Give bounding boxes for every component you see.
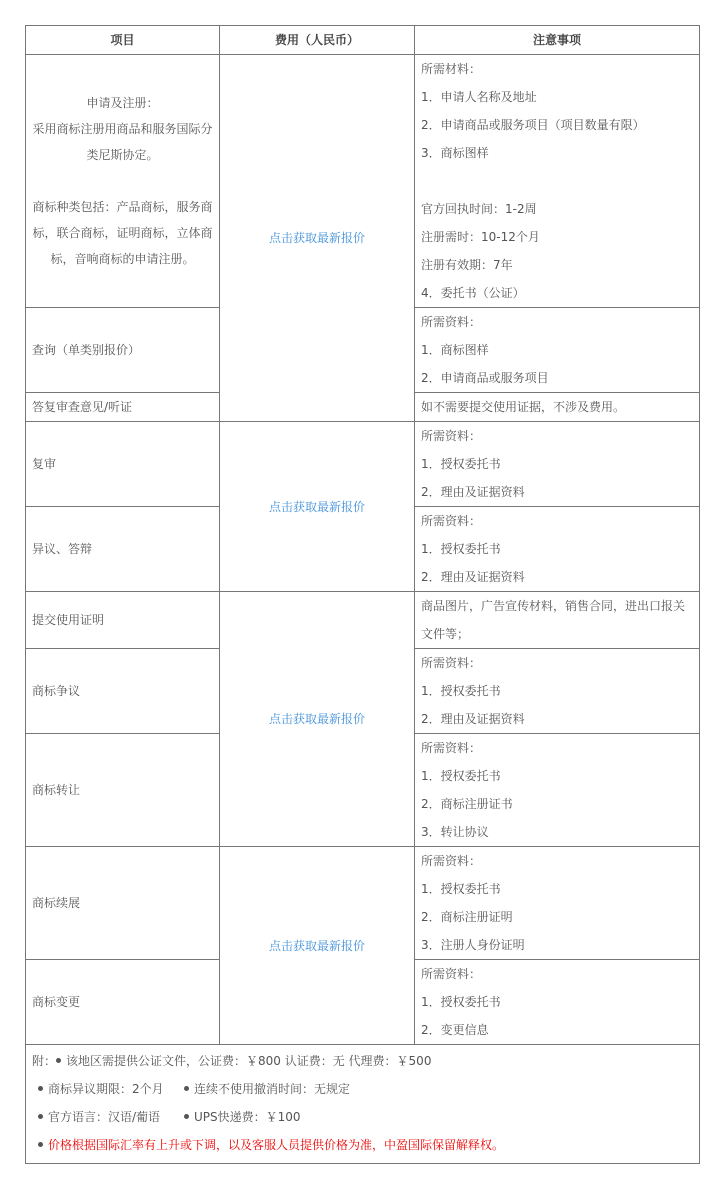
item-text: 商标争议 [32,684,81,698]
note-line: 1．授权委托书 [421,882,501,896]
note-line: 注册有效期：7年 [421,258,513,272]
footer-line: 商标异议期限：2个月 [48,1082,164,1096]
footer-line: 官方语言：汉语/葡语 [48,1110,161,1124]
bullet-icon [38,1114,43,1119]
notes-cell [415,960,700,1045]
price-disclaimer: 价格根据国际汇率有上升或下调，以及客服人员提供价格为准，中盈国际保留解释权。 [48,1138,505,1152]
item-cell [26,507,220,592]
item-cell [26,55,220,308]
notes-cell [415,422,700,507]
item-text [28,168,217,194]
header-item: 项目 [26,26,220,55]
bullet-icon [184,1086,189,1091]
note-line: 3．商标图样 [421,146,489,160]
item-text: 申请及注册： [86,96,159,110]
item-cell [26,734,220,847]
get-quote-link[interactable]: 点击获取最新报价 [220,55,415,422]
item-text: 复审 [32,457,57,471]
note-line: 1．商标图样 [421,343,489,357]
item-cell [26,308,220,393]
note-line: 官方回执时间：1-2周 [421,202,537,216]
note-line: 1．授权委托书 [421,684,501,698]
note-line: 1．授权委托书 [421,769,501,783]
table-row [26,55,700,308]
note-line: 注册需时：10-12个月 [421,230,540,244]
notes-cell [415,393,700,422]
note-line: 4．委托书（公证） [421,286,525,300]
get-quote-link[interactable]: 点击获取最新报价 [220,847,415,1045]
footer-line: UPS快递费：￥100 [194,1110,301,1124]
notes-cell [415,847,700,960]
notes-cell [415,734,700,847]
note-line: 2．申请商品或服务项目 [421,371,549,385]
note-line: 2．理由及证据资料 [421,485,525,499]
note-line: 所需资料： [421,315,482,329]
note-line [421,167,693,195]
item-text: 查询（单类别报价） [32,343,141,357]
item-text: 异议、答辩 [32,542,93,556]
note-line: 所需资料： [421,514,482,528]
item-text: 商标续展 [32,896,81,910]
item-cell [26,847,220,960]
footer-line: 该地区需提供公证文件，公证费：￥800 认证费：无 代理费：￥500 [66,1054,432,1068]
note-line: 所需资料： [421,429,482,443]
note-line: 2．申请商品或服务项目（项目数量有限） [421,118,645,132]
note-line: 2．理由及证据资料 [421,712,525,726]
note-line: 如不需要提交使用证据，不涉及费用。 [421,400,626,414]
header-notes: 注意事项 [415,26,700,55]
bullet-icon [184,1114,189,1119]
item-cell [26,960,220,1045]
item-cell [26,422,220,507]
item-cell [26,393,220,422]
trademark-fee-table [25,25,700,1164]
item-text: 采用商标注册用商品和服务国际分类尼斯协定。 [32,122,213,162]
notes-cell [415,507,700,592]
note-line: 2．商标注册证明 [421,910,513,924]
note-line: 所需资料： [421,967,482,981]
note-line: 2．商标注册证书 [421,797,513,811]
item-cell [26,592,220,649]
bullet-icon [56,1058,61,1063]
footer-line: 连续不使用撤消时间：无规定 [194,1082,351,1096]
note-line: 2．理由及证据资料 [421,570,525,584]
get-quote-link[interactable]: 点击获取最新报价 [220,592,415,847]
item-text: 答复审查意见/听证 [32,400,133,414]
header-fee: 费用（人民币） [220,26,415,55]
note-line: 3．转让协议 [421,825,489,839]
item-text: 提交使用证明 [32,613,105,627]
note-line: 商品图片，广告宣传材料，销售合同，进出口报关文件等； [421,599,686,641]
note-line: 1．授权委托书 [421,995,501,1009]
table-row [26,422,700,507]
note-line: 所需资料： [421,854,482,868]
item-text: 商标种类包括：产品商标，服务商标，联合商标，证明商标，立体商标，音响商标的申请注册。 [32,200,213,266]
notes-cell [415,55,700,308]
note-line: 所需资料： [421,741,482,755]
note-line: 3．注册人身份证明 [421,938,525,952]
table-row [26,592,700,649]
item-cell [26,649,220,734]
note-line: 2．变更信息 [421,1023,489,1037]
note-line: 1．授权委托书 [421,542,501,556]
bullet-icon [38,1086,43,1091]
note-line: 1．授权委托书 [421,457,501,471]
bullet-icon [38,1142,43,1147]
notes-cell [415,308,700,393]
get-quote-link[interactable]: 点击获取最新报价 [220,422,415,592]
footer-notes [26,1045,700,1164]
item-text: 商标变更 [32,995,81,1009]
table-header [26,26,700,55]
table-row [26,847,700,960]
footer-prefix: 附： [32,1054,57,1068]
notes-cell [415,592,700,649]
notes-cell [415,649,700,734]
note-line: 所需资料： [421,656,482,670]
item-text: 商标转让 [32,783,81,797]
note-line: 1．申请人名称及地址 [421,90,537,104]
note-line: 所需材料： [421,62,482,76]
